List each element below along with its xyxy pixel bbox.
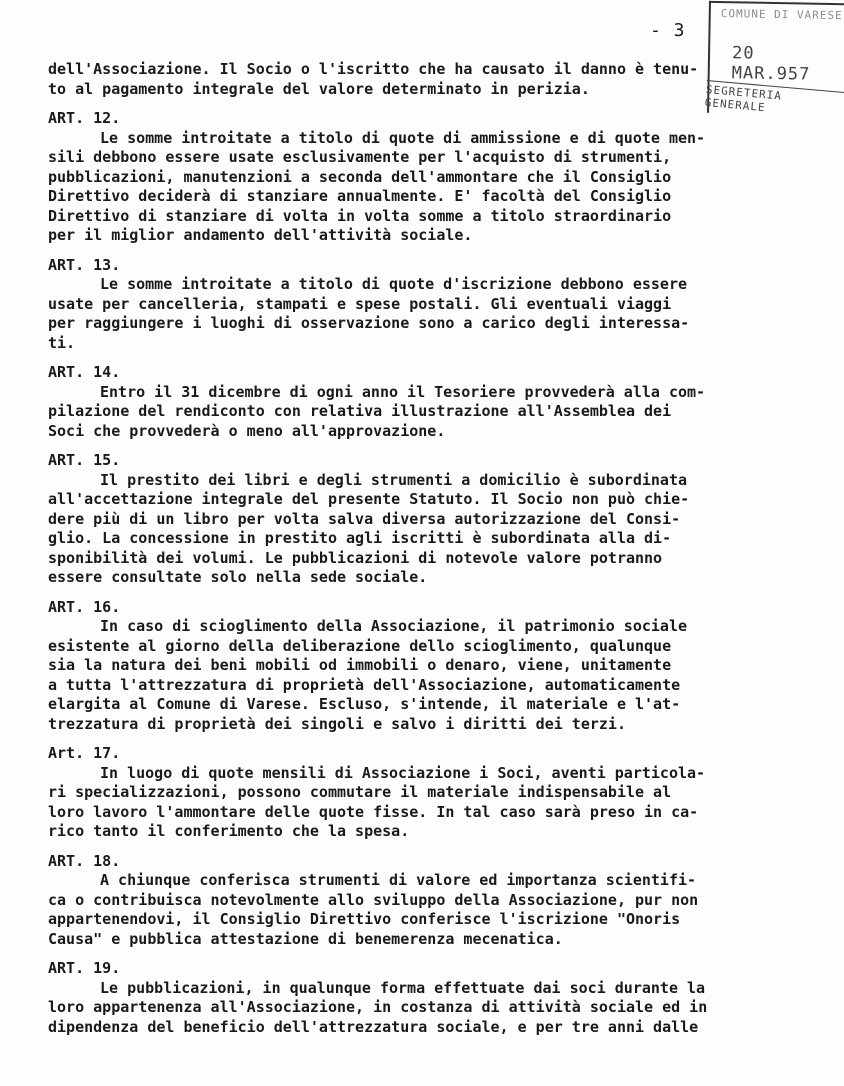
- text-line: ti.: [48, 333, 76, 352]
- text-line: per raggiungere i luoghi di osservazione sono a carico degli interessa-: [48, 314, 690, 332]
- article-heading: ART. 12.: [48, 109, 121, 127]
- text-line: pilazione del rendiconto con relativa illustrazione all'Assemblea dei: [48, 402, 672, 420]
- stamp-date: 20 MAR.957: [731, 43, 811, 85]
- text-line: to al pagamento integrale del valore determinato in perizia.: [48, 79, 590, 98]
- text-line: Le somme introitate a titolo di quote d'iscrizione debbono essere: [100, 275, 687, 293]
- text-line: esistente al giorno della deliberazione dello scioglimento, qualunque: [48, 636, 672, 655]
- text-line: Direttivo di stanziare di volta in volta somme a titolo straordinario: [48, 206, 672, 225]
- article-block: [48, 598, 828, 735]
- page-number: - 3: [650, 20, 686, 41]
- article-heading: ART. 14.: [48, 363, 121, 381]
- article-heading: ART. 16.: [48, 597, 121, 616]
- statute-text: [48, 60, 828, 1037]
- stamp-office: COMUNE DI VARESE: [720, 7, 843, 23]
- stamp-department: SEGRETERIA GENERALE: [704, 80, 844, 121]
- article-block: [48, 744, 828, 842]
- text-line: Le somme introitate a titolo di quote di ammissione e di quote men-: [100, 128, 706, 147]
- article-block: [48, 256, 828, 354]
- article-block: [48, 852, 828, 950]
- text-line: dell'Associazione. Il Socio o l'iscritto che ha causato il danno è tenu-: [48, 60, 699, 78]
- text-line: all'accettazione integrale del presente Statuto. Il Socio non può chie-: [48, 490, 690, 508]
- text-line: A chiunque conferisca strumenti di valore ed importanza scientifi-: [100, 871, 697, 889]
- text-line: essere consultate solo nella sede sociale.: [48, 568, 428, 586]
- article-block: [48, 959, 828, 1037]
- continuation-block: [48, 60, 828, 99]
- article-block: [48, 363, 828, 441]
- text-line: per il miglior andamento dell'attività sociale.: [48, 226, 473, 244]
- article-block: [48, 451, 828, 588]
- text-line: glio. La concessione in prestito agli iscritti è subordinata alla di-: [48, 529, 672, 547]
- text-line: sia la natura dei beni mobili od immobili o denaro, viene, unitamente: [48, 656, 672, 674]
- text-line: Il prestito dei libri e degli strumenti a domicilio è subordinata: [100, 470, 687, 489]
- text-line: rico tanto il conferimento che la spesa.: [48, 822, 410, 840]
- text-line: pubblicazioni, manutenzioni a seconda dell'ammontare che il Consiglio: [48, 167, 672, 186]
- text-line: appartenendovi, il Consiglio Direttivo conferisce l'iscrizione "Onoris: [48, 910, 681, 928]
- text-line: elargita al Comune di Varese. Escluso, s'intende, il materiale e l'at-: [48, 695, 681, 713]
- article-heading: ART. 15.: [48, 451, 121, 469]
- text-line: Entro il 31 dicembre di ogni anno il Tesoriere provvederà alla com-: [100, 382, 706, 401]
- article-heading: ART. 13.: [48, 255, 121, 274]
- text-line: ri specializzazioni, possono commutare il materiale indispensabile al: [48, 783, 672, 801]
- text-line: loro appartenenza all'Associazione, in costanza di attività sociale ed in: [48, 998, 708, 1016]
- text-line: In luogo di quote mensili di Associazione i Soci, aventi particola-: [100, 763, 706, 782]
- text-line: dere più di un libro per volta salva diversa autorizzazione del Consi-: [48, 509, 681, 528]
- text-line: usate per cancelleria, stampati e spese postali. Gli eventuali viaggi: [48, 294, 672, 313]
- text-line: Direttivo deciderà di stanziare annualmente. E' facoltà del Consiglio: [48, 187, 672, 205]
- text-line: loro lavoro l'ammontare delle quote fisse. In tal caso sarà preso in ca-: [48, 802, 699, 821]
- text-line: dipendenza del beneficio dell'attrezzatura sociale, e per tre anni dalle: [48, 1017, 699, 1036]
- article-block: [48, 109, 828, 246]
- text-line: Causa" e pubblica attestazione di benemerenza mecenatica.: [48, 929, 563, 948]
- text-line: ca o contribuisca notevolmente allo sviluppo della Associazione, pur non: [48, 890, 699, 909]
- text-line: Soci che provvederà o meno all'approvazione.: [48, 421, 446, 440]
- article-heading: ART. 19.: [48, 959, 121, 977]
- text-line: trezzatura di proprietà dei singoli e salvo i diritti dei terzi.: [48, 714, 626, 733]
- text-line: In caso di scioglimento della Associazione, il patrimonio sociale: [100, 617, 687, 635]
- text-line: sili debbono essere usate esclusivamente per l'acquisto di strumenti,: [48, 148, 672, 166]
- text-line: a tutta l'attrezzatura di proprietà dell'Associazione, automaticamente: [48, 675, 681, 694]
- article-heading: Art. 17.: [48, 744, 121, 762]
- text-line: sponibilità dei volumi. Le pubblicazioni di notevole valore potranno: [48, 548, 663, 567]
- article-heading: ART. 18.: [48, 851, 121, 870]
- text-line: Le pubblicazioni, in qualunque forma effettuate dai soci durante la: [100, 978, 706, 997]
